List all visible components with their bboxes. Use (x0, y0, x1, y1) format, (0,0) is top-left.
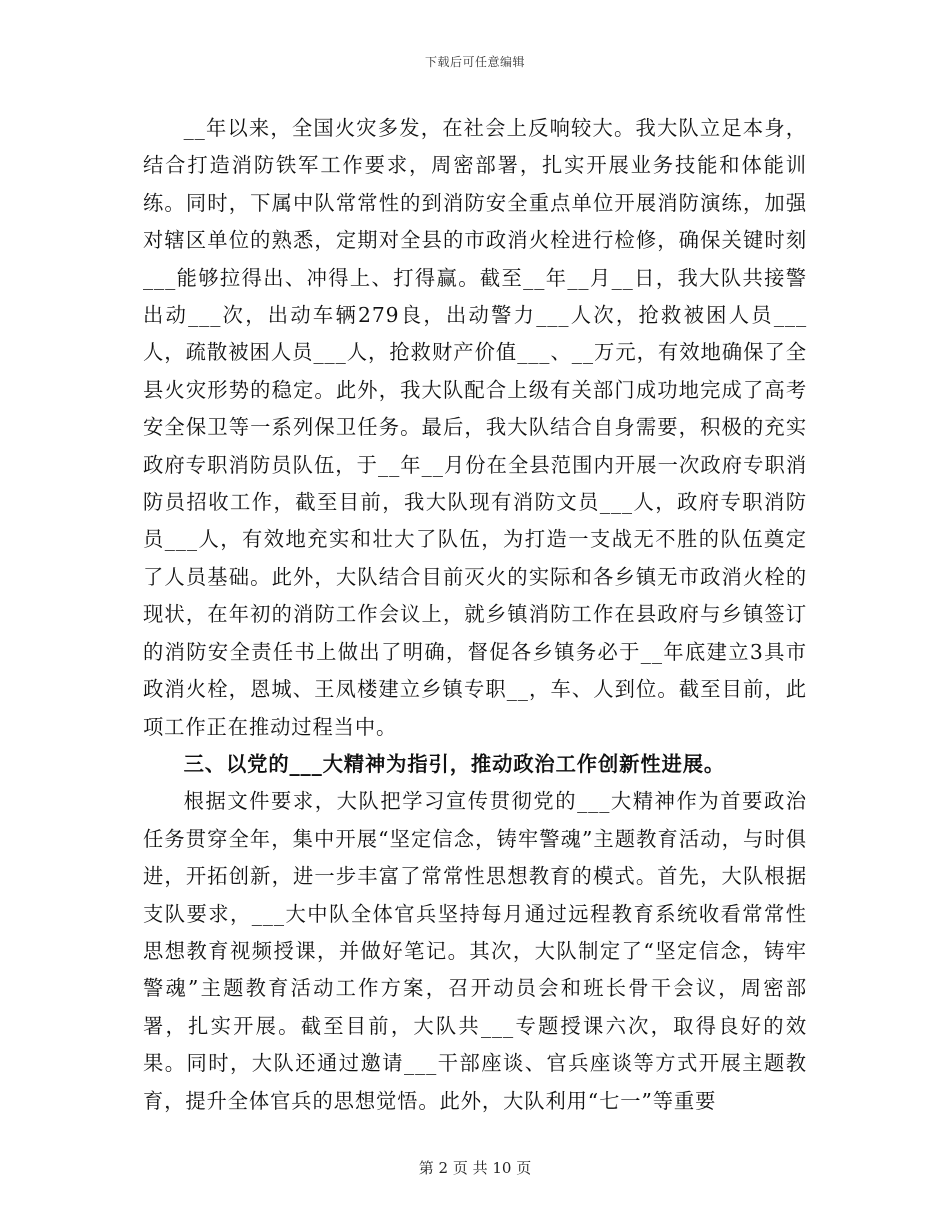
section-heading-3: 三、以党的___大精神为指引，推动政治工作创新性进展。 (183, 751, 726, 776)
page-number-footer: 第 2 页 共 10 页 (418, 1159, 532, 1177)
page-header-note: 下载后可任意编辑 (424, 55, 525, 69)
document-body (143, 110, 807, 1120)
paragraph-work-summary: __年以来，全国火灾多发，在社会上反响较大。我大队立足本身，结合打造消防铁军工作要求，周密部署，扎实开展业务技能和体能训练。同时，下属中队常常性的到消防安全重点单位开展消防演练，加强对辖区单位的熟悉，定期对全县的市政消火栓进行检修，确保关键时刻___能够拉得出、冲得上、打得赢。截至__年__月__日，我大队共接警出动___次，出动车辆279良，出动警力___人次，抢救被困人员___人，疏散被困人员___人，抢救财产价值___、__万元，有效地确保了全县火灾形势的稳定。此外，我大队配合上级有关部门成功地完成了高考安全保卫等一系列保卫任务。最后，我大队结合自身需要，积极的充实政府专职消防员队伍，于__年__月份在全县范围内开展一次政府专职消防员招收工作，截至目前，我大队现有消防文员___人，政府专职消防员___人，有效地充实和壮大了队伍，为打造一支战无不胜的队伍奠定了人员基础。此外，大队结合目前灭火的实际和各乡镇无市政消火栓的现状，在年初的消防工作会议上，就乡镇消防工作在县政府与乡镇签订的消防安全责任书上做出了明确，督促各乡镇务必于__年底建立3具市政消火栓，恩城、王凤楼建立乡镇专职__，车、人到位。截至目前，此项工作正在推动过程当中。 (143, 116, 807, 739)
paragraph-political-work: 根据文件要求，大队把学习宣传贯彻党的___大精神作为首要政治任务贯穿全年，集中开展“坚定信念，铸牢警魂”主题教育活动，与时俱进，开拓创新，进一步丰富了常常性思想教育的模式。首先，大队根据支队要求，___大中队全体官兵坚持每月通过远程教育系统收看常常性思想教育视频授课，并做好笔记。其次，大队制定了“坚定信念，铸牢警魂”主题教育活动工作方案，召开动员会和班长骨干会议，周密部署，扎实开展。截至目前，大队共___专题授课六次，取得良好的效果。同时，大队还通过邀请___干部座谈、官兵座谈等方式开展主题教育，提升全体官兵的思想觉悟。此外，大队利用“七一”等重要 (143, 789, 807, 1113)
